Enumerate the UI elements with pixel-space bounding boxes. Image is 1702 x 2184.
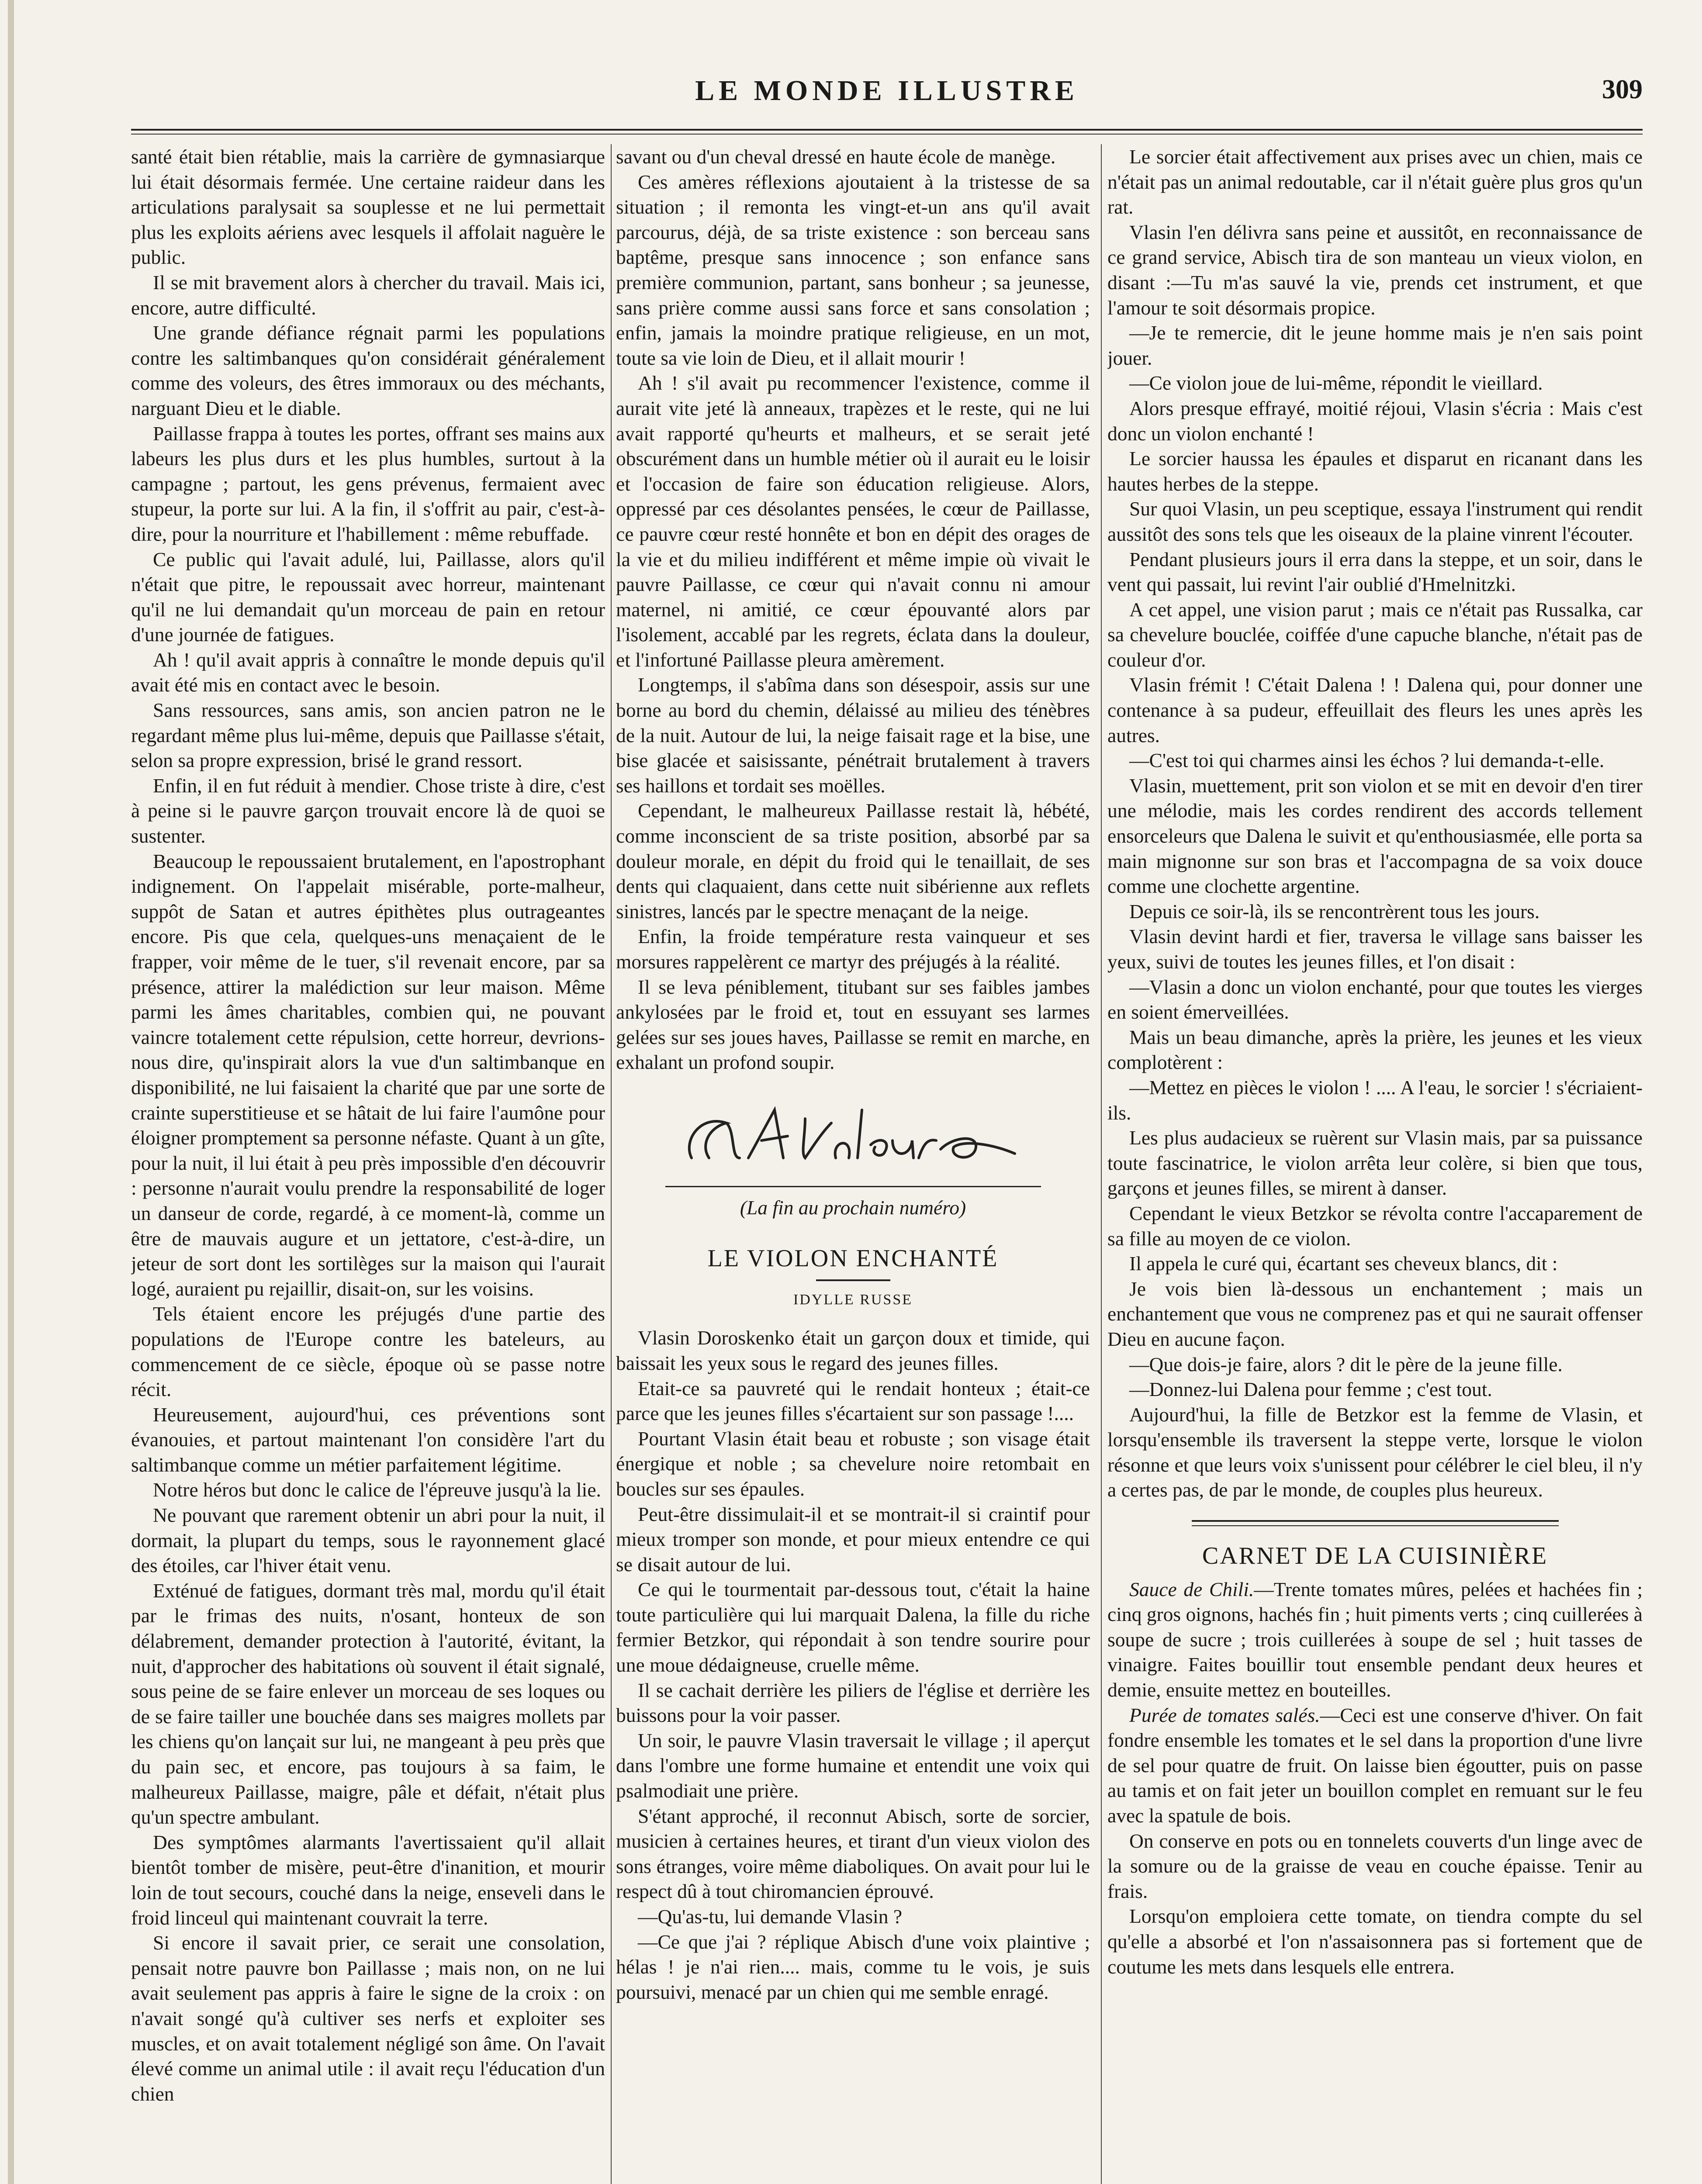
page-number: 309 xyxy=(1602,75,1643,104)
paragraph: —Ce que j'ai ? réplique Abisch d'une voix plaintive ; hélas ! je n'ai rien.... mais, comme tu le vois, je suis poursuivi, menacé par un chien qui me semble enragé. xyxy=(616,1930,1090,2003)
recipe-name: Purée de tomates salés. xyxy=(1129,1704,1320,1726)
paragraph: Ce qui le tourmentait par-dessous tout, c'était la haine toute particulière qui lui marquait Dalena, la fille du riche fermier Betzkor, qui répondait à son tendre sourire pour une moue dédaigneuse, cruelle même. xyxy=(616,1578,1090,1676)
paragraph: Vlasin l'en délivra sans peine et aussitôt, en reconnaissance de ce grand service, Abisch tira de son manteau un vieux violon, en disant :—Tu m'as sauvé la vie, prends cet instrument, et que l'amour te soit désormais propice. xyxy=(1107,221,1643,319)
paragraph: Peut-être dissimulait-il et se montrait-il si craintif pour mieux tromper son monde, et pour mieux entendre ce qui se disait autour de lui. xyxy=(616,1503,1090,1576)
paragraph: Aujourd'hui, la fille de Betzkor est la femme de Vlasin, et lorsqu'ensemble ils traversent la steppe verte, lorsque le violon résonne et que leurs voix s'unissent pour célébrer le ciel bleu, il n'y a certes pas, de par le monde, de couples plus heureux. xyxy=(1107,1403,1643,1501)
paragraph: Il se leva péniblement, titubant sur ses faibles jambes ankylosées par le froid et, tout en essuyant ses larmes gelées sur ses joues haves, Paillasse se remit en marche, en exhalant un profond soupir. xyxy=(616,975,1090,1074)
paragraph: Lorsqu'on emploiera cette tomate, on tiendra compte du sel qu'elle a absorbé et l'on n'assaisonnera pas si fortement que de coutume les mets dans lesquels elle entrera. xyxy=(1107,1905,1643,1978)
paragraph: savant ou d'un cheval dressé en haute école de manège. xyxy=(616,145,1056,168)
column-1 xyxy=(131,144,605,2184)
paragraph: —Donnez-lui Dalena pour femme ; c'est tout. xyxy=(1129,1378,1492,1401)
paragraph: Les plus audacieux se ruèrent sur Vlasin mais, par sa puissance toute fascinatrice, le violon arrêta leur colère, si bien que tous, garçons et jeunes filles, se mirent à danser. xyxy=(1107,1127,1643,1199)
continuation-note: (La fin au prochain numéro) xyxy=(740,1196,966,1219)
paragraph: Il se cachait derrière les piliers de l'église et derrière les buissons pour la voir passer. xyxy=(616,1679,1090,1727)
paragraph: Enfin, la froide température resta vainqueur et ses morsures rappelèrent ce martyr des préjugés à la réalité. xyxy=(616,925,1090,973)
paragraph: Sans ressources, sans amis, son ancien patron ne le regardant même plus lui-même, depuis que Paillasse s'était, selon sa propre expression, brisé le grand ressort. xyxy=(131,699,605,772)
paragraph: Vlasin, muettement, prit son violon et se mit en devoir d'en tirer une mélodie, mais les cordes rendirent des accords tellement ensorceleurs que Dalena le suivit et qu'enthousiasmée, elle porta sa main mignonne sur son bras et l'accompagna de sa voix douce comme une clochette argentine. xyxy=(1107,774,1643,898)
paragraph: Je vois bien là-dessous un enchantement ; mais un enchantement que vous ne comprenez pas et qui ne saurait offenser Dieu en aucune façon. xyxy=(1107,1277,1643,1350)
story-title: LE VIOLON ENCHANTÉ xyxy=(707,1245,999,1272)
section-rule-thick xyxy=(1192,1520,1559,1522)
signature-mark xyxy=(674,1092,1032,1180)
paragraph: Cependant, le malheureux Paillasse restait là, hébété, comme inconscient de sa triste position, absorbé par sa douleur morale, en dépit du froid qui le tenaillait, de ses dents qui claquaient, dans cette nuit sibérienne aux reflets sinistres, lancés par le spectre menaçant de la neige. xyxy=(616,799,1090,923)
paragraph: Ne pouvant que rarement obtenir un abri pour la nuit, il dormait, la plupart du temps, sous le rayonnement glacé des étoiles, car l'hiver était venu. xyxy=(131,1504,605,1577)
paragraph: Il appela le curé qui, écartant ses cheveux blancs, dit : xyxy=(1129,1252,1558,1275)
paragraph: Tels étaient encore les préjugés d'une partie des populations de l'Europe contre les bateleurs, au commencement de ce siècle, époque où se passe notre récit. xyxy=(131,1303,605,1401)
paragraph: Si encore il savait prier, ce serait une consolation, pensait notre pauvre bon Paillasse ; mais non, on ne lui avait seulement pas appris à faire le signe de la croix : on n'avait songé qu'à cultiver ses nerfs et exploiter ses muscles, et on avait totalement négligé son âme. On l'avait élevé comme un animal utile : il avait reçu l'éducation d'un chien xyxy=(131,1932,605,2105)
paragraph: Vlasin devint hardi et fier, traversa le village sans baisser les yeux, suivi de toutes les jeunes filles, et l'on disait : xyxy=(1107,925,1643,973)
recipe-text: —Ceci est une conserve d'hiver. On fait fondre ensemble les tomates et le sel dans la proportion d'une livre de sel pour quatre de fruit. On laisse bien égoutter, puis on passe au tamis et on fait jeter un bouillon complet en remuant sur le feu avec la spatule de bois. xyxy=(1107,1704,1643,1827)
section-rule-thin xyxy=(1192,1525,1559,1526)
paragraph: —C'est toi qui charmes ainsi les échos ? lui demanda-t-elle. xyxy=(1129,749,1605,772)
author-signature xyxy=(616,1092,1090,1187)
paragraph: Ce public qui l'avait adulé, lui, Paillasse, alors qu'il n'était que pitre, le repoussait avec horreur, maintenant qu'il ne lui demandait qu'un morceau de pain en retour d'une journée de fatigues. xyxy=(131,548,605,646)
paragraph: —Vlasin a donc un violon enchanté, pour que toutes les vierges en soient émerveillées. xyxy=(1107,975,1643,1023)
header-rule-thick xyxy=(131,129,1643,131)
paragraph: Cependant le vieux Betzkor se révolta contre l'accaparement de sa fille au moyen de ce violon. xyxy=(1107,1202,1643,1250)
paragraph: Des symptômes alarmants l'avertissaient qu'il allait bientôt tomber de misère, peut-être d'inanition, et mourir loin de tout secours, couché dans la neige, enseveli dans le froid linceul qui maintenant couvrait la terre. xyxy=(131,1831,605,1929)
title-rule xyxy=(816,1279,890,1281)
column-3 xyxy=(1107,144,1643,2184)
paragraph: Mais un beau dimanche, après la prière, les jeunes et les vieux complotèrent : xyxy=(1107,1026,1643,1074)
header-rule-thin xyxy=(131,134,1643,135)
paragraph: Beaucoup le repoussaient brutalement, en l'apostrophant indignement. On l'appelait misérable, porte-malheur, suppôt de Satan et autres épithètes plus outrageantes encore. Pis que cela, quelques-uns menaçaient de le frapper, voir même de le tuer, s'il revenait encore, par sa présence, attirer la malédiction sur leur maison. Même parmi les âmes charitables, combien qui, ne pouvant vaincre totalement cette répulsion, cette horreur, devrions-nous dire, qu'inspirait alors la vue d'un saltimbanque en disponibilité, ne lui faisaient la charité que par une sorte de crainte superstitieuse et se hâtait de lui faire l'aumône pour éloigner promptement sa personne néfaste. Quant à un gîte, pour la nuit, il lui était à peu près impossible d'en découvrir : personne n'aurait voulu prendre la responsabilité de loger un danseur de corde, regardé, à ce moment-là, comme un être de mauvais augure et un jettatore, c'est-à-dire, un jeteur de sort dont les sortilèges sur la maison qui l'aurait logé, auraient pu rejaillir, disait-on, sur les voisins. xyxy=(131,850,605,1300)
page-header xyxy=(131,74,1643,122)
section-title: CARNET DE LA CUISINIÈRE xyxy=(1202,1542,1548,1570)
paragraph: Ces amères réflexions ajoutaient à la tristesse de sa situation ; il remonta les vingt-et-un ans qu'il avait parcourus, déjà, de sa triste existence : son berceau sans baptême, presque sans innocence ; son enfance sans première communion, partant, sans bonheur ; sa jeunesse, sans prière comme aussi sans force et sans consolation ; enfin, jamais la moindre pratique religieuse, en un mot, toute sa vie loin de Dieu, et il allait mourir ! xyxy=(616,170,1090,369)
paragraph: Alors presque effrayé, moitié réjoui, Vlasin s'écria : Mais c'est donc un violon enchanté ! xyxy=(1107,397,1643,445)
paragraph: Notre héros but donc le calice de l'épreuve jusqu'à la lie. xyxy=(153,1479,601,1501)
recipe-paragraph xyxy=(1107,1703,1643,1828)
paragraph: Un soir, le pauvre Vlasin traversait le village ; il aperçut dans l'ombre une forme humaine et entendit une voix qui psalmodiait une prière. xyxy=(616,1729,1090,1802)
column-2 xyxy=(616,144,1090,2184)
paragraph: Sur quoi Vlasin, un peu sceptique, essaya l'instrument qui rendit aussitôt des sons tels que les oiseaux de la plaine vinrent l'écouter. xyxy=(1107,498,1643,545)
paragraph: Il se mit bravement alors à chercher du travail. Mais ici, encore, autre difficulté. xyxy=(131,271,605,319)
paragraph: Longtemps, il s'abîma dans son désespoir, assis sur une borne au bord du chemin, délaissé au milieu des ténèbres de la nuit. Autour de lui, la neige faisait rage et la bise, une bise glacée et saisissante, pénétrait brutalement à travers ses haillons et tordait ses moëlles. xyxy=(616,674,1090,797)
paragraph: Depuis ce soir-là, ils se rencontrèrent tous les jours. xyxy=(1129,900,1540,923)
paragraph: —Que dois-je faire, alors ? dit le père de la jeune fille. xyxy=(1129,1353,1563,1375)
column-divider xyxy=(611,144,612,2184)
paragraph: Heureusement, aujourd'hui, ces préventions sont évanouies, et partout maintenant l'on considère l'art du saltimbanque comme un métier parfaitement légitime. xyxy=(131,1403,605,1476)
recipe-text: —Trente tomates mûres, pelées et hachées fin ; cinq gros oignons, hachés fin ; huit piments verts ; cinq cuillerées à soupe de sucre ; trois cuillerées à soupe de sel ; huit tasses de vinaigre. Faites bouillir tout ensemble pendant deux heures et demie, ensuite mettez en bouteilles. xyxy=(1107,1578,1643,1701)
paragraph: On conserve en pots ou en tonnelets couverts d'un linge avec de la somure ou de la graisse de veau en couche épaisse. Tenir au frais. xyxy=(1107,1829,1643,1902)
paragraph: —Ce violon joue de lui-même, répondit le vieillard. xyxy=(1129,372,1543,394)
paragraph: A cet appel, une vision parut ; mais ce n'était pas Russalka, car sa chevelure bouclée, coiffée d'une capuche blanche, n'était pas de couleur d'or. xyxy=(1107,598,1643,671)
paragraph: Le sorcier était affectivement aux prises avec un chien, mais ce n'était pas un animal redoutable, car il n'était guère plus gros qu'un rat. xyxy=(1107,145,1643,218)
paragraph: Exténué de fatigues, dormant très mal, mordu qu'il était par le frimas des nuits, n'osant, honteux de son délabrement, demander protection à l'autorité, évitant, la nuit, d'approcher des habitations où souvent il était signalé, sous peine de se faire enlever un morceau de ses loques ou de se faire tailler une bouchée dans ses maigres mollets par les chiens qu'on lançait sur lui, ne mangeant à peu près que du pain sec, et encore, pas toujours à sa faim, le malheureux Paillasse, maigre, pâle et défait, n'était plus qu'un spectre ambulant. xyxy=(131,1579,605,1828)
paragraph: Une grande défiance régnait parmi les populations contre les saltimbanques qu'on considérait généralement comme des voleurs, des êtres immoraux ou des méchants, narguant Dieu et le diable. xyxy=(131,321,605,419)
paragraph: —Qu'as-tu, lui demande Vlasin ? xyxy=(638,1905,903,1928)
paragraph: Ah ! qu'il avait appris à connaître le monde depuis qu'il avait été mis en contact avec le besoin. xyxy=(131,648,605,696)
column-divider xyxy=(1101,144,1102,2184)
paragraph: Le sorcier haussa les épaules et disparut en ricanant dans les hautes herbes de la steppe. xyxy=(1107,447,1643,495)
paragraph: Pourtant Vlasin était beau et robuste ; son visage était énergique et noble ; sa chevelure noire retombait en boucles sur ses épaules. xyxy=(616,1427,1090,1500)
paragraph: Enfin, il en fut réduit à mendier. Chose triste à dire, c'est à peine si le pauvre garçon trouvait encore là de quoi se sustenter. xyxy=(131,774,605,847)
paragraph: —Mettez en pièces le violon ! .... A l'eau, le sorcier ! s'écriaient-ils. xyxy=(1107,1076,1643,1124)
recipe-paragraph xyxy=(1107,1577,1643,1703)
page-binding-edge xyxy=(8,0,14,2184)
paragraph: Vlasin Doroskenko était un garçon doux et timide, qui baissait les yeux sous le regard des jeunes filles. xyxy=(616,1327,1090,1374)
signature-rule xyxy=(665,1186,1041,1187)
paragraph: Pendant plusieurs jours il erra dans la steppe, et un soir, dans le vent qui passait, lui revint l'air oublié d'Hmelnitzki. xyxy=(1107,548,1643,596)
paragraph: Vlasin frémit ! C'était Dalena ! ! Dalena qui, pour donner une contenance à sa pudeur, effeuillait des fleurs les unes après les autres. xyxy=(1107,674,1643,746)
paragraph: Etait-ce sa pauvreté qui le rendait honteux ; était-ce parce que les jeunes filles s'écartaient sur son passage !.... xyxy=(616,1377,1090,1425)
paragraph: Ah ! s'il avait pu recommencer l'existence, comme il aurait vite jeté là anneaux, trapèzes et le reste, qui ne lui avait rapporté qu'heurts et malheurs, et se serait jeté obscurément dans un humble métier où il aurait eu le loisir et l'occasion de faire son éducation religieuse. Alors, oppressé par ces désolantes pensées, le cœur de Paillasse, ce pauvre cœur resté honnête et bon en dépit des orages de la vie et du milieu indifférent et même impie où vivait le pauvre Paillasse, ce cœur qui n'avait connu ni amour maternel, ni amitié, ce cœur épouvanté alors par l'isolement, accablé par les regrets, éclata dans la douleur, et l'infortuné Paillasse pleura amèrement. xyxy=(616,372,1090,671)
paragraph: —Je te remercie, dit le jeune homme mais je n'en sais point jouer. xyxy=(1107,321,1643,369)
story-subtitle: IDYLLE RUSSE xyxy=(793,1291,913,1308)
masthead: LE MONDE ILLUSTRE xyxy=(695,75,1079,107)
paragraph: S'étant approché, il reconnut Abisch, sorte de sorcier, musicien à certaines heures, et tirant d'un vieux violon des sons étranges, voire même diaboliques. On avait pour lui le respect dû à tout chiromancien éprouvé. xyxy=(616,1804,1090,1903)
paragraph: santé était bien rétablie, mais la carrière de gymnasiarque lui était désormais fermée. Une certaine raideur dans les articulations paralysait sa souplesse et ne lui permettait plus les exploits aériens avec lesquels il affolait naguère le public. xyxy=(131,145,605,269)
paragraph: Paillasse frappa à toutes les portes, offrant ses mains aux labeurs les plus durs et les plus humbles, surtout à la campagne ; partout, les gens prévenus, fermaient avec stupeur, la porte sur lui. A la fin, il s'offrit au pair, c'est-à-dire, pour la nourriture et l'habillement : même rebuffade. xyxy=(131,422,605,545)
recipe-name: Sauce de Chili. xyxy=(1129,1578,1254,1600)
